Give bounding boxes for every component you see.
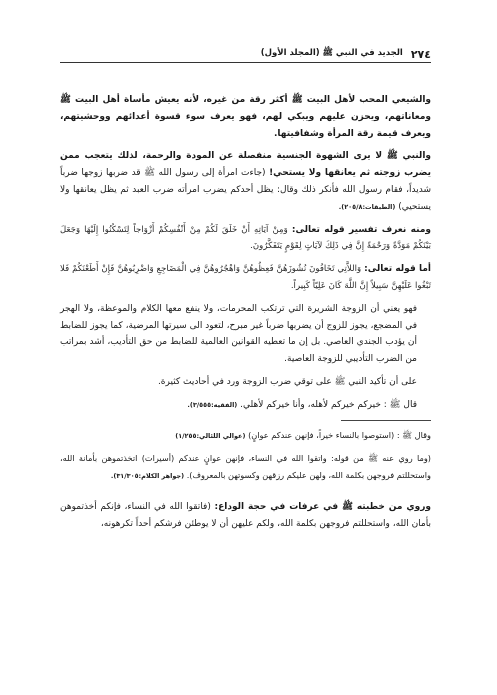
paragraph-emphasis: على أن تأكيد النبي ﷺ على توقي ضرب الزوجة ورد في أحاديث كثيرة.	[157, 376, 417, 387]
paragraph-hadith-advise	[60, 427, 431, 445]
paragraph-shia-compassion: والشيعي المحب لأهل البيت ﷺ أكثر رقة من غيره، لأنه يعيش مأساة أهل البيت ﷺ ومعاناتهم، ويحزن عليهم ويبكي لهم، فهو يعرف سوء قسوة أعدائهم ووحشيتهم، ويعرف قيمة رقة المرأة وشفافيتها.	[60, 95, 431, 139]
paragraph-lead-bold: ومنه نعرف تفسير قوله تعالى:	[291, 224, 431, 235]
citation: (عوالي اللئالي:١/٢٥٥)	[175, 431, 246, 440]
paragraph-farewell-sermon	[60, 499, 431, 533]
hadith-quote: (فاتقوا الله في النساء، فإنكم أخذتموهن بأمان الله، واستحللتم فروجهن بكلمة الله، ولكم عليهن أن لا يوطئن فرشكم أحداً تكرهونه،	[60, 501, 431, 529]
page-number: ٢٧٤	[410, 47, 431, 61]
spacer	[60, 491, 431, 499]
hadith-quote: (وما روي عنه ﷺ من قوله: واتقوا الله في النساء، فإنهن عوانٍ عندكم (أسيرات) اتخذتموهن بأمانة الله، واستحللتم فروجهن بكلمة الله، ولهن عليكم رزقهن وكسوتهن بالمعروف).	[60, 453, 431, 481]
footnote-separator	[341, 420, 431, 421]
citation: (الفقيه:٣/٥٥٥).	[187, 400, 238, 409]
citation: (الطبقات:٢٠٥/٨).	[338, 202, 396, 211]
paragraph-verse-mawadda	[60, 222, 431, 256]
quran-verse: وَاللاَّتِي تَخَافُونَ نُشُوزَهُنَّ فَعِظُوهُنَّ وَاهْجُرُوهُنَّ فِي الْمَضَاجِعِ وَاضْرِبُوهُنَّ فَإِنْ أَطَعْنَكُمْ فَلا تَبْغُوا عَلَيْهِنَّ سَبِيلاً إِنَّ اللَّهَ كَانَ عَلِيّاً كَبِيراً.	[60, 264, 431, 291]
body-text	[60, 92, 431, 539]
running-header	[60, 46, 431, 63]
paragraph-verse-nushuz	[60, 261, 431, 295]
paragraph-prophet-view	[60, 148, 431, 215]
paragraph-hadith-best	[60, 397, 431, 414]
paragraph-explanation: فهو يعني أن الزوجة الشريرة التي ترتكب المحرمات، ولا ينفع معها الكلام والموعظة، ولا الهجر في المضجع، يجوز للزوج أن يضربها ضرباً غير مبرح، لتعود الى سيرتها المرضية، كما يجوز للضابط أن يؤدب الجندي العاصي. بل إن ما تعطيه القوانين العالمية للضابط من حق التأديب، أشد بمراتب من الضرب التأديبي للزوجة العاصية.	[60, 303, 417, 365]
paragraph-hadith-trust	[60, 450, 431, 485]
quran-verse: وَمِنْ آيَاتِهِ أَنْ خَلَقَ لَكُمْ مِنْ أَنْفُسِكُمْ أَزْوَاجاً لِتَسْكُنُوا إِلَيْهَا وَجَعَلَ بَيْنَكُمْ مَوَدَّةً وَرَحْمَةً إِنَّ فِي ذَلِكَ لآيَاتٍ لِقَوْمٍ يَتَفَكَّرُونَ.	[60, 224, 431, 252]
citation: (جواهر الكلام:٣١/٣٠٥).	[110, 472, 185, 481]
hadith-quote: قال ﷺ : خيركم خيركم لأهله، وأنا خيركم لأهلي.	[240, 399, 417, 410]
hadith-quote: (جاءت امرأة إلى رسول الله ﷺ قد ضربها زوجها ضرباً شديداً، فقام رسول الله فأنكر ذلك وقال: يظل أحدكم يضرب امرأته ضرب العبد ثم يظل يعانقها ولا يستحيي)	[60, 168, 431, 212]
running-title: الجديد في النبي ﷺ (المجلد الأول)	[260, 48, 403, 58]
paragraph-lead-bold: أما قوله تعالى:	[364, 264, 431, 275]
hadith-quote: وقال ﷺ : (استوصوا بالنساء خيراً، فإنهن عندكم عوانٍ)	[248, 429, 431, 440]
paragraph-lead-bold: وروي من خطبته ﷺ في عرفات في حجة الوداع:	[214, 501, 431, 512]
paragraph-lead-bold: والنبي ﷺ لا يرى الشهوة الجنسية منفصلة عن المودة والرحمة، لذلك يتعجب ممن يضرب زوجته ثم يعانقها ولا يستحي!	[60, 151, 431, 179]
